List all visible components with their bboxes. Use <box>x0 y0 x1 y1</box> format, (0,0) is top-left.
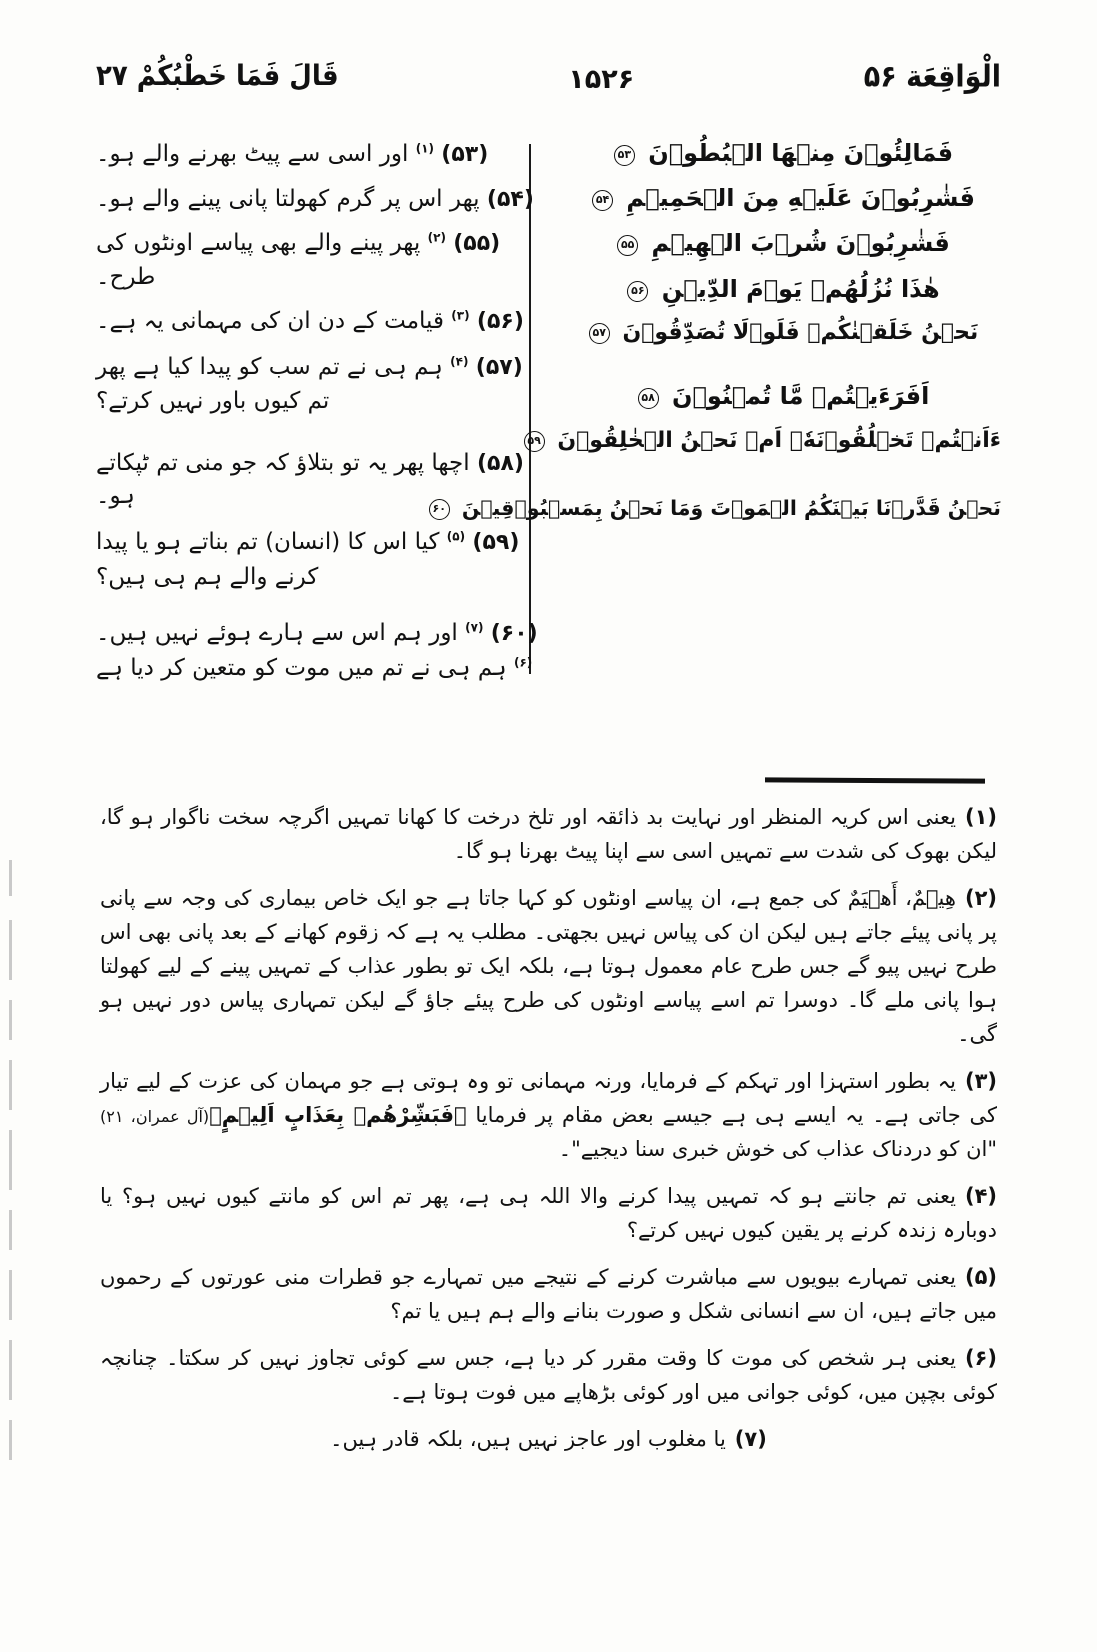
footnote-text: هِيۡمٌ، أَهۡيَمٌ کی جمع ہے، ان پیاسے اونٹوں کو کہا جاتا ہے جو ایک خاص بیماری کی وجہ سے پانی پر پانی پیئے جاتے ہیں لیکن ان کی پیاس نہیں بجھتی۔ مطلب یہ ہے کہ زقوم کھانے کے بعد پانی بھی اس طرح نہیں پیو گے جس طرح عام معمول ہوتا ہے، بلکہ ایک تو بطور عذاب کے تمہیں پینے کے لیے کھولتا ہوا پانی ملے گا۔ دوسرا تم اسے پیاسے اونٹوں کی طرح پیئے جاؤ گے لیکن تمہاری پیاس دور نہیں ہو گی۔ <box>100 886 997 1047</box>
surah-title: الْوَاقِعَة ۵۶ <box>863 59 1001 95</box>
footnote-ref: (۱) <box>415 141 434 156</box>
translation-line <box>96 350 548 419</box>
ayah-text: اَفَرَءَيۡتُمۡ مَّا تُمۡنُوۡنَ <box>671 382 930 411</box>
footnote-ref: (۵) <box>446 529 466 544</box>
ayah-line <box>561 319 1001 348</box>
translation-text: پھر اس پر گرم کھولتا پانی پینے والے ہو۔ <box>96 185 480 212</box>
footnote-text: یعنی ہر شخص کی موت کا وقت مقرر کر دیا ہے، جس سے کوئی تجاوز نہیں کر سکتا۔ چنانچہ کوئی بچپن میں، کوئی جوانی میں اور کوئی بڑھاپے میں فوت ہوتا ہے۔ <box>100 1346 997 1405</box>
footnote-marker: (۱) <box>964 805 997 829</box>
scan-edge-mark <box>9 1000 12 1040</box>
scan-edge-mark <box>9 1270 12 1320</box>
ayah-number: ۵۴ <box>592 190 613 211</box>
translation-verse-number: (۵۶) <box>476 309 524 335</box>
translation-text: اور اسی سے پیٹ بھرنے والے ہو۔ <box>96 141 409 167</box>
scan-edge-mark <box>9 1340 12 1400</box>
footnote-item <box>100 800 997 868</box>
footnote-text: یعنی تمہارے بیویوں سے مباشرت کرنے کے نتیجے میں تمہارے جو قطرات منی عورتوں کے رحموں میں جاتے ہیں، ان سے انسانی شکل و صورت بنانے والے ہم ہیں یا تم؟ <box>100 1265 997 1324</box>
ayah-text: نَحۡنُ قَدَّرۡنَا بَيۡنَكُمُ الۡمَوۡتَ وَمَا نَحۡنُ بِمَسۡبُوۡقِيۡنَ <box>461 496 1001 521</box>
translation-verse-number: (۵۷) <box>475 354 523 380</box>
ayah-number: ۵۹ <box>524 431 545 452</box>
translation-text: ہم ہی نے تم میں موت کو متعین کر دیا ہے <box>96 654 507 681</box>
footnote-item <box>100 1341 997 1409</box>
footnote-arabic-quote: ﴿فَبَشِّرْهُمۡ بِعَذَابٍ اَلِيۡمٍ﴾ <box>209 1103 467 1128</box>
translation-line <box>96 227 548 294</box>
footnote-source-reference: (آل عمران، ۲۱) <box>100 1107 210 1127</box>
ayah-line <box>561 183 1001 214</box>
footnote-marker: (۲) <box>964 886 997 911</box>
translation-line <box>96 616 548 685</box>
translation-text: کیا اس کا (انسان) تم بناتے ہو یا پیدا کرنے والے ہم ہی ہیں؟ <box>96 529 440 590</box>
translation-text: قیامت کے دن ان کی مہمانی یہ ہے۔ <box>96 308 444 335</box>
ayah-number: ۵۸ <box>638 388 659 409</box>
footnotes-section <box>100 800 997 1612</box>
ayah-number: ۵۵ <box>617 235 638 256</box>
footnote-item <box>100 881 997 1051</box>
ayah-number: ۵۶ <box>627 281 648 302</box>
ayah-text: هٰذَا نُزُلُهُمۡ يَوۡمَ الدِّيۡنِ <box>661 274 940 303</box>
ayah-number: ۶۰ <box>429 499 450 520</box>
translation-text: پھر پینے والے بھی پیاسے اونٹوں کی طرح۔ <box>96 230 421 290</box>
footnote-marker: (۶) <box>964 1346 997 1371</box>
footnote-ref: (۶) <box>513 654 533 669</box>
translation-line <box>96 305 548 339</box>
juz-title: قَالَ فَمَا خَطْبُكُمْ ۲۷ <box>96 59 339 93</box>
scan-edge-mark <box>9 860 12 896</box>
translation-line <box>96 525 548 594</box>
ayah-text: نَحۡنُ خَلَقۡنٰكُمۡ فَلَوۡلَا تُصَدِّقُوۡنَ <box>622 319 979 345</box>
footnote-marker: (۳) <box>964 1069 997 1094</box>
footnote-text-after: "ان کو دردناک عذاب کی خوش خبری سنا دیجیے"۔ <box>558 1137 997 1162</box>
page-number: ۱۵۲۶ <box>568 64 635 95</box>
footnote-text: یعنی اس کریہ المنظر اور نہایت بد ذائقہ اور تلخ درخت کا کھانا تمہیں اگرچہ سخت ناگوار ہو گا، لیکن بھوک کی شدت سے تمہیں اسی سے اپنا پیٹ بھرنا ہو گا۔ <box>100 805 997 864</box>
scan-edge-mark <box>9 1130 12 1190</box>
footnote-text: یعنی تم جانتے ہو کہ تمہیں پیدا کرنے والا اللہ ہی ہے، پھر تم اس کو مانتے کیوں نہیں ہو؟ یا دوبارہ زندہ کرنے پر یقین کیوں نہیں کرتے؟ <box>100 1184 997 1243</box>
ayah-text: فَشٰرِبُوۡنَ شُرۡبَ الۡهِيۡمِ <box>651 229 950 258</box>
footnote-ref: (۴) <box>450 354 469 369</box>
translation-verse-number: (۵۸) <box>476 450 524 476</box>
footnote-marker: (۴) <box>964 1184 997 1209</box>
translation-verse-number: (۵۵) <box>453 231 501 257</box>
footnote-item <box>100 1179 997 1247</box>
footnote-text: یہ بطور استہزا اور تہکم کے فرمایا، ورنہ مہمانی تو وہ ہوتی ہے جو مہمان کی عزت کے لیے تیار کی جاتی ہے۔ یہ ایسے ہی ہے جیسے بعض مقام پر فرمایا <box>100 1069 998 1128</box>
footnote-ref: (۷) <box>465 620 484 635</box>
translation-line <box>96 447 548 514</box>
translation-text: اچھا پھر یہ تو بتلاؤ کہ جو منی تم ٹپکاتے ہو۔ <box>96 449 470 510</box>
ayah-number: ۵۳ <box>614 145 635 166</box>
ayah-line <box>527 427 1001 456</box>
ayah-line <box>561 138 1001 169</box>
ayah-line <box>561 381 1001 412</box>
verse-block <box>96 138 1001 708</box>
footnote-marker: (۵) <box>964 1265 997 1290</box>
ayah-line <box>432 495 1001 522</box>
ayah-line <box>561 274 1001 305</box>
translation-line <box>96 138 548 172</box>
scan-edge-mark <box>9 1420 12 1460</box>
ayah-text: فَشٰرِبُوۡنَ عَلَيۡهِ مِنَ الۡحَمِيۡمِ <box>626 184 975 213</box>
scan-edge-mark <box>9 1210 12 1250</box>
footnote-divider-rule <box>765 777 985 783</box>
translation-verse-number: (۶۰) <box>490 621 538 647</box>
footnote-ref: (۳) <box>451 308 470 323</box>
ayah-number: ۵۷ <box>589 323 610 344</box>
scan-edge-mark <box>9 920 12 980</box>
translation-text-part2: اور ہم اس سے ہارے ہوئے نہیں ہیں۔ <box>96 620 458 647</box>
translation-verse-number: (۵۹) <box>472 530 520 556</box>
footnote-ref: (۲) <box>427 230 446 245</box>
footnote-marker: (۷) <box>734 1427 767 1452</box>
footnote-item <box>100 1422 997 1456</box>
urdu-translation-column <box>96 138 548 708</box>
footnote-item <box>100 1260 997 1328</box>
scan-edge-mark <box>9 1060 12 1110</box>
ayah-text: فَمَالِئُوۡنَ مِنۡهَا الۡبُطُوۡنَ <box>648 139 954 167</box>
translation-verse-number: (۵۳) <box>441 142 489 167</box>
arabic-verse-column <box>432 138 1001 708</box>
translation-line <box>96 183 548 217</box>
footnote-item <box>100 1064 997 1166</box>
translation-verse-number: (۵۴) <box>486 186 534 212</box>
ayah-text: ءَاَنۡتُمۡ تَخۡلُقُوۡنَهٗۤ اَمۡ نَحۡنُ الۡخٰلِقُوۡنَ <box>557 427 1001 453</box>
translation-text: ہم ہی نے تم سب کو پیدا کیا ہے پھر تم کیوں باور نہیں کرتے؟ <box>96 353 443 415</box>
page-header <box>96 59 1001 120</box>
ayah-line <box>561 228 1001 259</box>
footnote-text: یا مغلوب اور عاجز نہیں ہیں، بلکہ قادر ہیں۔ <box>330 1427 726 1452</box>
